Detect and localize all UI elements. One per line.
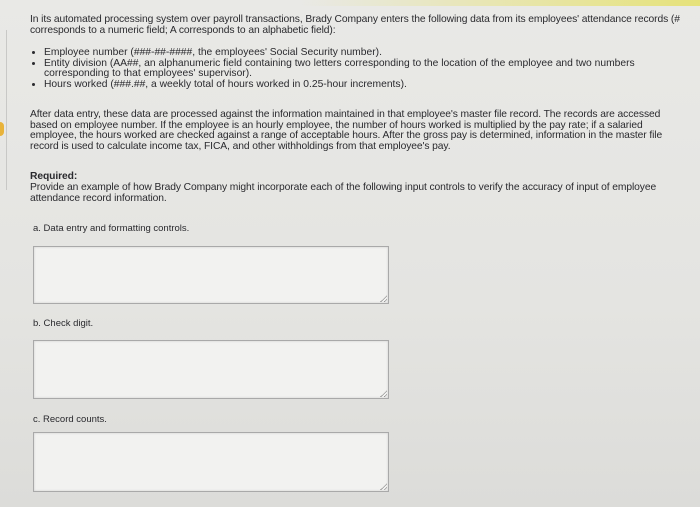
left-panel-edge (0, 30, 7, 190)
question-c-label: c. Record counts. (33, 414, 107, 425)
field-list (30, 48, 684, 90)
list-item: • Entity division (AA##, an alphanumeric field containing two letters corresponding to the location of the employee and two numbers corresponding to that employees' supervisor). (44, 59, 684, 80)
question-b-label: b. Check digit. (33, 318, 94, 329)
answer-c-textarea[interactable] (33, 432, 389, 492)
list-item: • Employee number (###-##-####, the employees' Social Security number). (44, 48, 684, 59)
resize-grip-icon[interactable] (380, 390, 387, 397)
answer-b-textarea[interactable] (33, 340, 389, 399)
screen-glare (300, 0, 700, 6)
resize-grip-icon[interactable] (380, 483, 387, 490)
required-text: Provide an example of how Brady Company might incorporate each of the following input controls to verify the accuracy of input of employee attendance record information. (30, 182, 657, 204)
left-indicator (0, 122, 4, 136)
answer-a-textarea[interactable] (33, 246, 389, 304)
required-heading: Required: (30, 171, 78, 182)
intro-text: In its automated processing system over payroll transactions, Brady Company enters the following data from its employees' attendance records (# corresponds to a numeric field; A corresponds to an alphabetic field): (30, 14, 680, 36)
list-item: • Hours worked (###.##, a weekly total of hours worked in 0.25-hour increments). (44, 80, 684, 91)
question-a-label: a. Data entry and formatting controls. (33, 223, 190, 234)
processing-text: After data entry, these data are processed against the information maintained in that employee's master file record. The records are accessed based on employee number. If the employee is an hourly employee, the number of hours worked is multiplied by the pay rate; if a salaried employee, the hours worked are checked against a range of acceptable hours. After the gross pay is determined, information in the master file record is used to calculate income tax, FICA, and other withholdings from that employee's pay. (30, 109, 663, 152)
resize-grip-icon[interactable] (380, 295, 387, 302)
